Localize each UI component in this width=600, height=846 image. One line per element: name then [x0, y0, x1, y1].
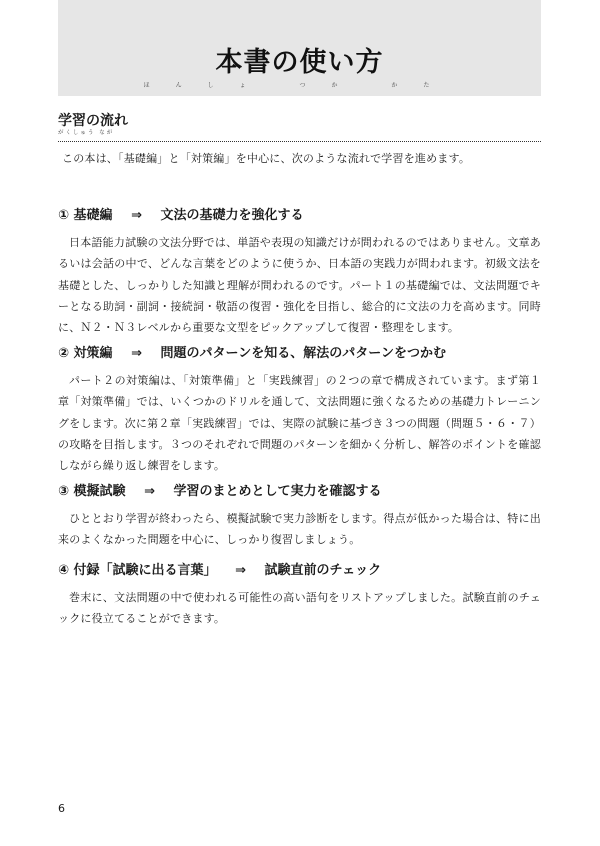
item-name: 基礎編: [73, 208, 113, 223]
item-name: 模擬試験: [73, 484, 126, 499]
page-number: 6: [58, 802, 65, 815]
title-band: [58, 0, 541, 96]
item-heading: [58, 483, 541, 501]
item-kiso: [58, 207, 541, 338]
arrow-icon: ⇒: [131, 346, 142, 361]
item-goal: 試験直前のチェック: [264, 563, 382, 578]
item-goal: 学習のまとめとして実力を確認する: [173, 484, 382, 499]
page-title-reading: ほんしょ つか かた: [143, 82, 456, 89]
item-marker: ②: [58, 346, 70, 361]
item-marker: ④: [58, 563, 70, 578]
item-marker: ①: [58, 208, 70, 223]
section-divider: [58, 141, 541, 142]
intro-text: この本は、「基礎編」と「対策編」を中心に、次のような流れで学習を進めます。: [62, 152, 471, 165]
item-mogi-shiken: [58, 483, 541, 551]
arrow-icon: ⇒: [235, 563, 246, 578]
section-heading-reading: がくしゅう なが: [58, 130, 115, 136]
item-body: パート２の対策編は、「対策準備」と「実践練習」の２つの章で構成されています。まず第１章「対策準備」では、いくつかのドリルを通して、文法問題に強くなるための基礎力トレーニングをします。次に第２章「実践練習」では、実際の試験に基づき３つの問題（問題５・６・７）の攻略を目指します。３つのそれぞれで問題のパターンを細かく分析し、解答のポイントを確認しながら繰り返し練習をします。: [58, 374, 541, 473]
item-body: 巻末に、文法問題の中で使われる可能性の高い語句をリストアップしました。試験直前のチェックに役立てることができます。: [58, 591, 541, 626]
item-taisaku: [58, 345, 541, 476]
arrow-icon: ⇒: [144, 484, 155, 499]
item-goal: 文法の基礎力を強化する: [160, 208, 304, 223]
item-goal: 問題のパターンを知る、解法のパターンをつかむ: [160, 346, 447, 361]
page-title: 本書の使い方: [215, 47, 384, 78]
item-body: ひととおり学習が終わったら、模擬試験で実力診断をします。得点が低かった場合は、特に出来のよくなかった問題を中心に、しっかり復習しましょう。: [58, 512, 541, 547]
item-name: 対策編: [73, 346, 113, 361]
arrow-icon: ⇒: [131, 208, 142, 223]
item-heading: [58, 562, 541, 580]
item-heading: [58, 207, 541, 225]
item-name: 付録「試験に出る言葉」: [73, 563, 217, 578]
item-furoku: [58, 562, 541, 630]
item-heading: [58, 345, 541, 363]
item-marker: ③: [58, 484, 70, 499]
section-heading: 学習の流れ: [58, 113, 128, 129]
item-body: 日本語能力試験の文法分野では、単語や表現の知識だけが問われるのではありません。文章あるいは会話の中で、どんな言葉をどのように使うか、日本語の実践力が問われます。初級文法を基礎とした、しっかりした知識と理解が問われるのです。パート１の基礎編では、文法問題でキーとなる助詞・副詞・接続詞・敬語の復習・強化を目指し、総合的に文法の力を高めます。同時に、Ｎ２・Ｎ３レベルから重要な文型をピックアップして復習・整理をします。: [58, 236, 541, 335]
